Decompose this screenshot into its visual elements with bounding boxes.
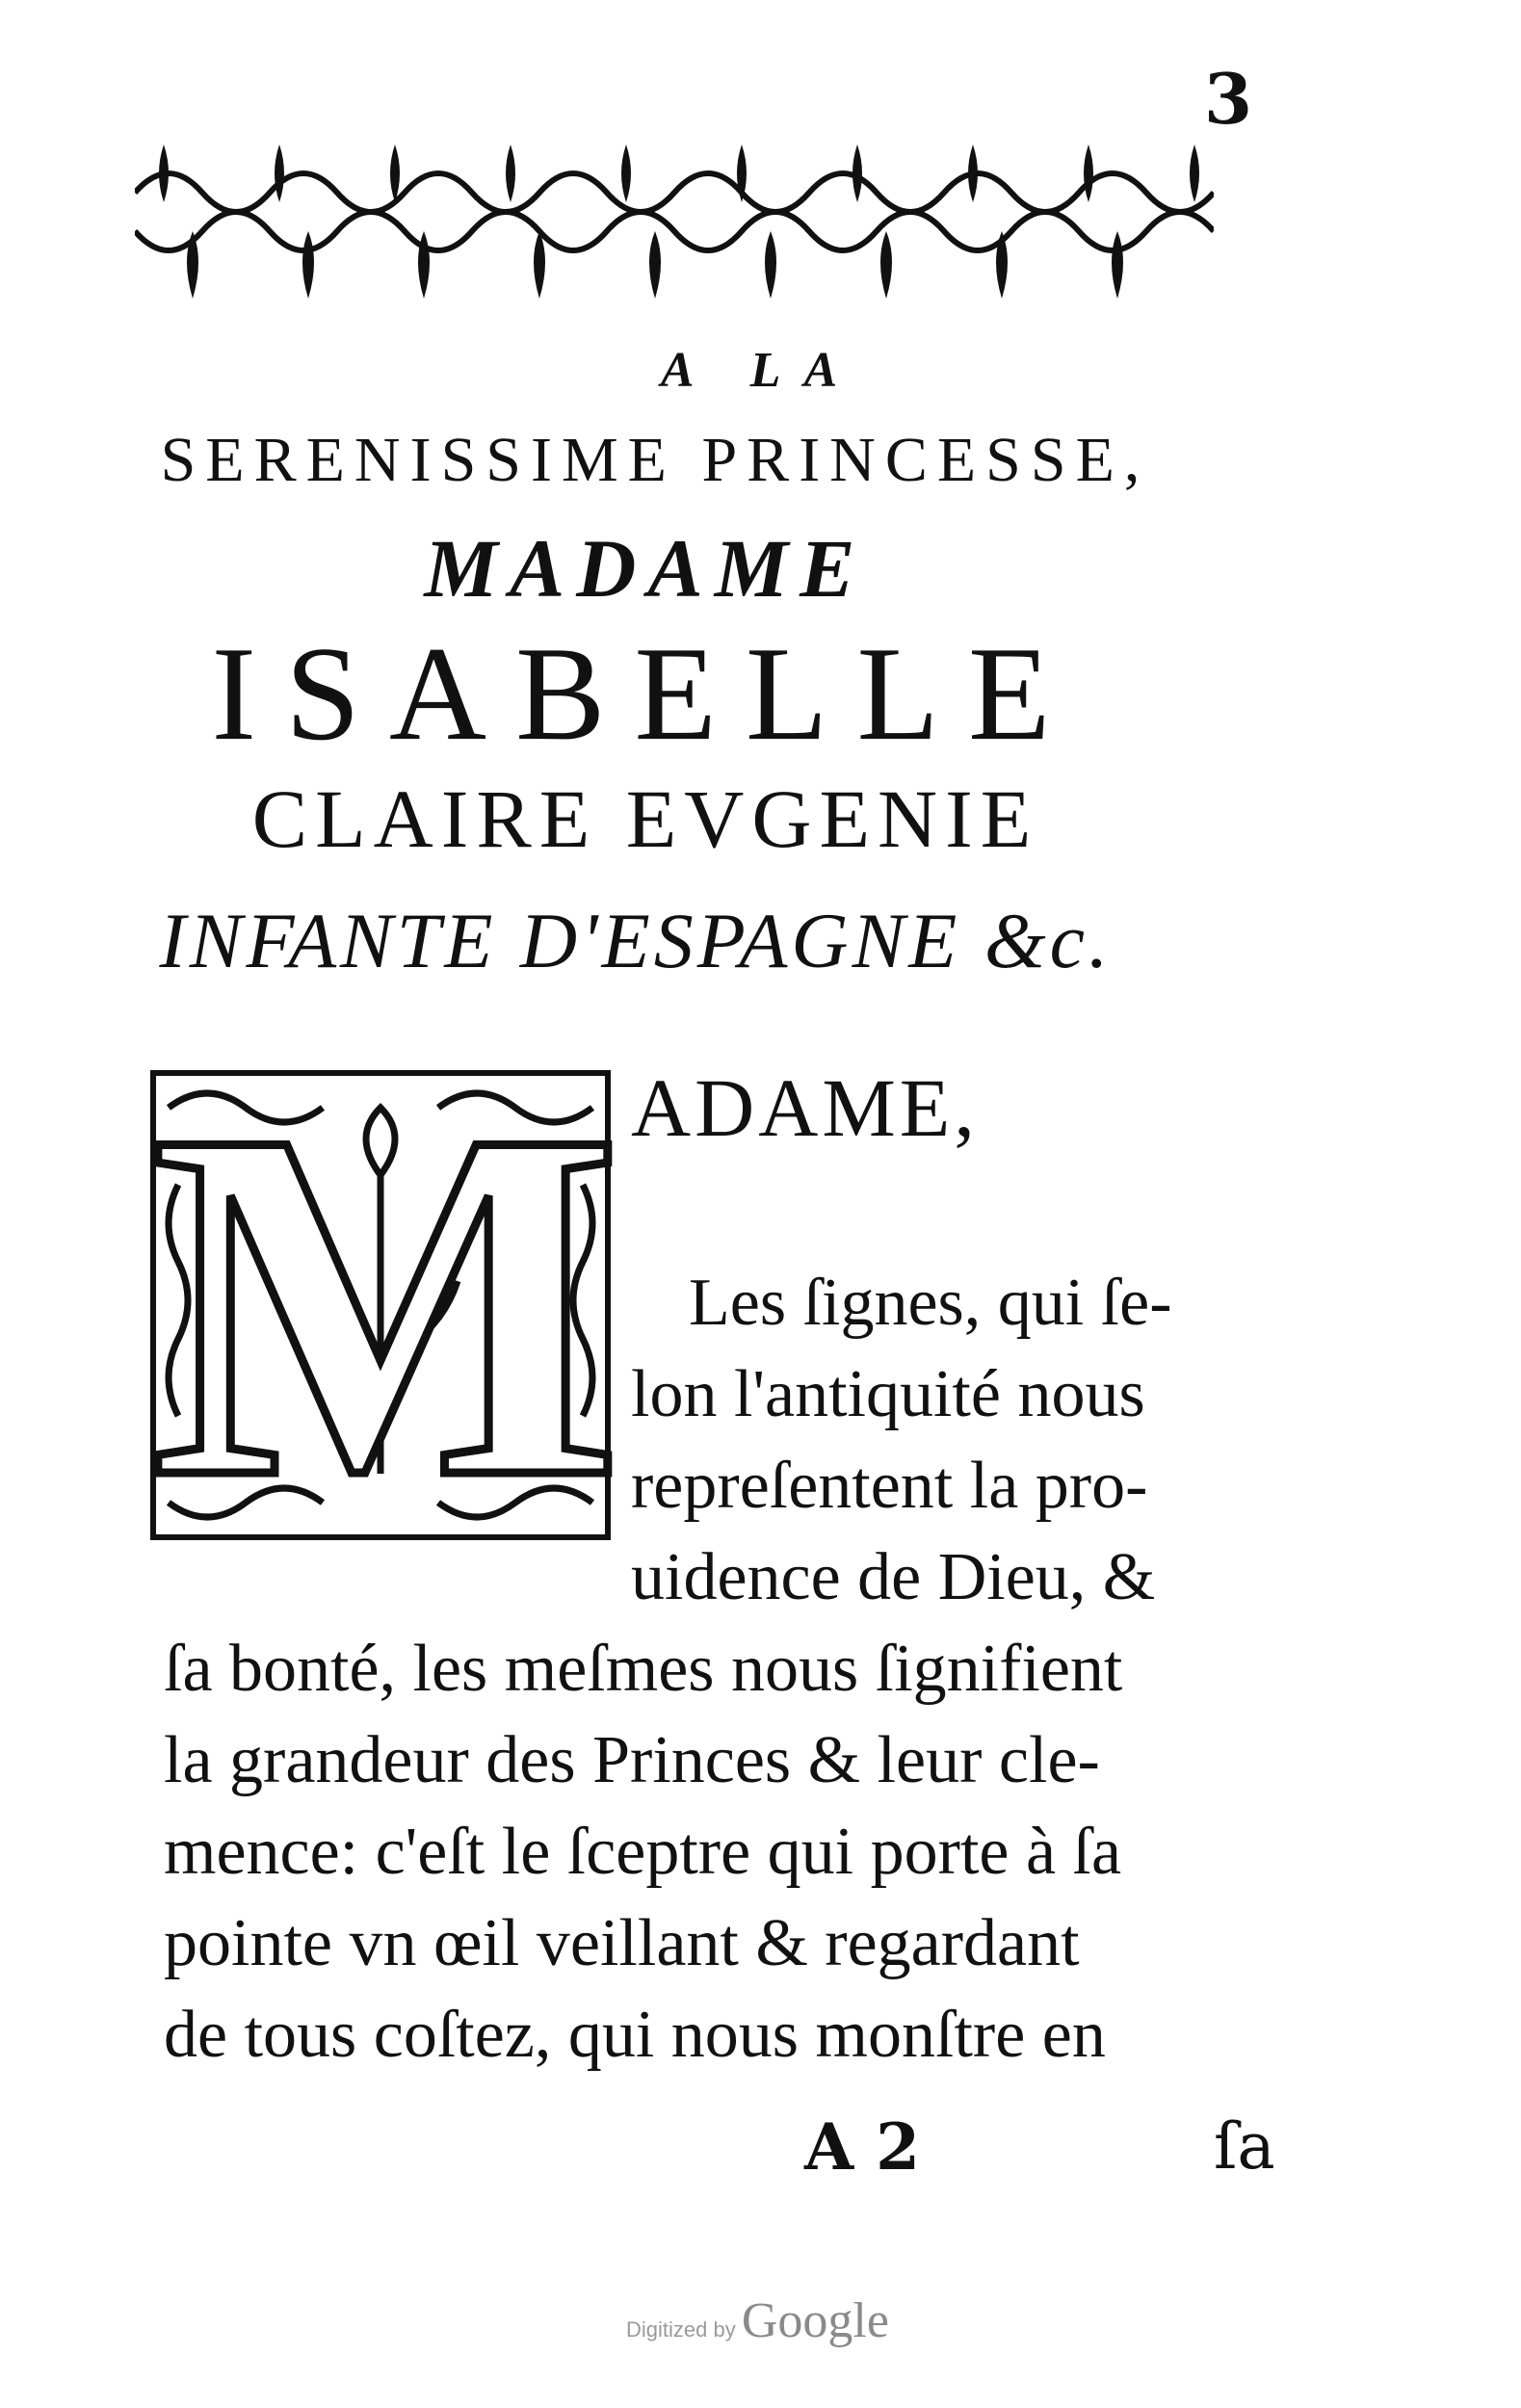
signature-mark: A 2 [804,2109,921,2185]
body-line-4: uidence de Dieu, & [631,1540,1156,1614]
digitization-watermark [626,2292,889,2349]
watermark-brand: Google [741,2293,889,2348]
salutation: ADAME, [631,1061,979,1154]
ornamental-border [135,135,1214,308]
heading-line-3: MADAME [424,522,867,615]
body-line-6: la grandeur des Princes & leur cle- [164,1723,1100,1797]
body-line-7: mence: c'eſt le ſceptre qui porte à ſa [164,1815,1122,1889]
body-line-3: repreſentent la pro- [631,1449,1148,1523]
body-line-9: de tous coſtez, qui nous monſtre en [164,1998,1106,2072]
watermark-prefix: Digitized by [626,2317,736,2342]
catchword: ſa [1214,2109,1275,2184]
page-number: 3 [1204,58,1253,140]
body-line-2: lon l'antiquité nous [631,1357,1145,1431]
heading-line-2: SERENISSIME PRINCESSE, [160,425,1150,495]
body-line-5: ſa bonté, les meſmes nous ſignifient [164,1632,1123,1706]
heading-line-5: CLAIRE EVGENIE [251,772,1039,865]
heading-line-6: INFANTE D'ESPAGNE &c. [159,897,1113,984]
body-line-1: Les ſignes, qui ſe- [689,1266,1172,1340]
heading-line-4: ISABELLE [211,619,1080,769]
heading-line-1: A LA [660,343,861,398]
dropcap-letter: M [149,1028,622,1582]
decorated-initial [149,1028,622,1582]
body-line-8: pointe vn œil veillant & regardant [164,1906,1080,1980]
